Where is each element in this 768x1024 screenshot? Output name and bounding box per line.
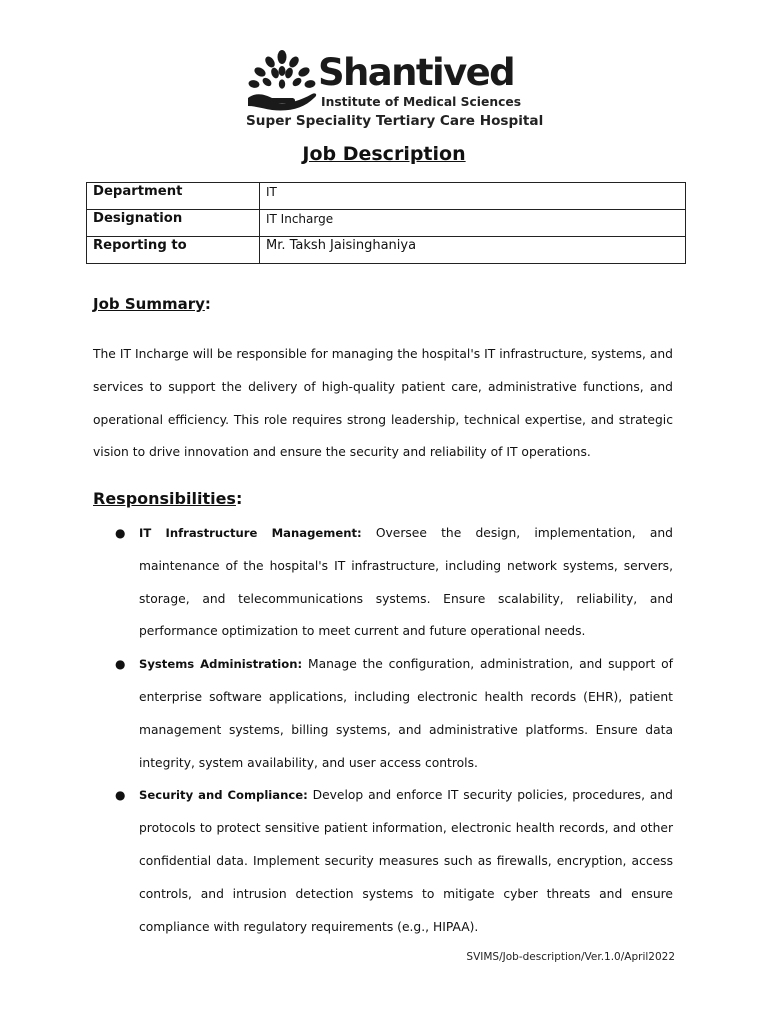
table-cell-label: Designation [87,210,260,237]
table-cell-value: IT [260,183,686,210]
responsibilities-list [93,517,673,943]
responsibilities-heading-text: Responsibilities [93,489,236,508]
brand-name: Shantived [318,51,514,94]
job-info-table [86,182,686,264]
table-row [87,237,686,264]
responsibilities-heading: Responsibilities: [93,489,243,508]
summary-text: The IT Incharge will be responsible for managing the hospital's IT infrastructure, systems, and services to support the delivery of high-quality patient care, administrative functions, and operational efficiency. This role requires strong leadership, technical expertise, and strategic vision to drive innovation and ensure the security and reliability of IT operations. [93,347,673,460]
item-text: Manage the configuration, administration, and support of enterprise software applications, including electronic health records (EHR), patient management systems, billing systems, and administrative platforms. Ensure data integrity, system availability, and user access controls. [139,657,673,770]
bullet-icon: ● [115,788,126,803]
lotus-hand-logo-icon [246,48,318,114]
table-cell-label: Department [87,183,260,210]
list-item [93,648,673,779]
document-footer: SVIMS/Job-description/Ver.1.0/April2022 [466,951,675,963]
item-text: Develop and enforce IT security policies, procedures, and protocols to protect sensitive patient information, electronic health records, and other confidential data. Implement security measures such as firewalls, encryption, access controls, and intrusion detection systems to mitigate cyber threats and ensure compliance with regulatory requirements (e.g., HIPAA). [139,788,673,934]
page-title: Job Description [302,143,466,165]
item-text: Oversee the design, implementation, and maintenance of the hospital's IT infrastructure, including network systems, servers, storage, and telecommunications systems. Ensure scalability, reliability, and performance optimization to meet current and future operational needs. [139,526,673,639]
summary-heading-text: Job Summary [93,295,205,313]
table-row [87,210,686,237]
item-title: Security and Compliance: [139,788,308,803]
list-item [93,779,673,943]
table-cell-value: IT Incharge [260,210,686,237]
bullet-icon: ● [115,526,126,540]
item-title: IT Infrastructure Management: [139,526,362,540]
table-cell-value: Mr. Taksh Jaisinghaniya [260,237,686,264]
bullet-icon: ● [115,657,126,672]
table-row [87,183,686,210]
item-title: Systems Administration: [139,657,303,672]
table-cell-label: Reporting to [87,237,260,264]
list-item [93,517,673,648]
hospital-logo [246,48,544,134]
brand-tagline: Super Speciality Tertiary Care Hospital [246,113,544,129]
summary-heading: Job Summary: [93,295,211,313]
brand-subtitle: Institute of Medical Sciences [321,95,522,109]
